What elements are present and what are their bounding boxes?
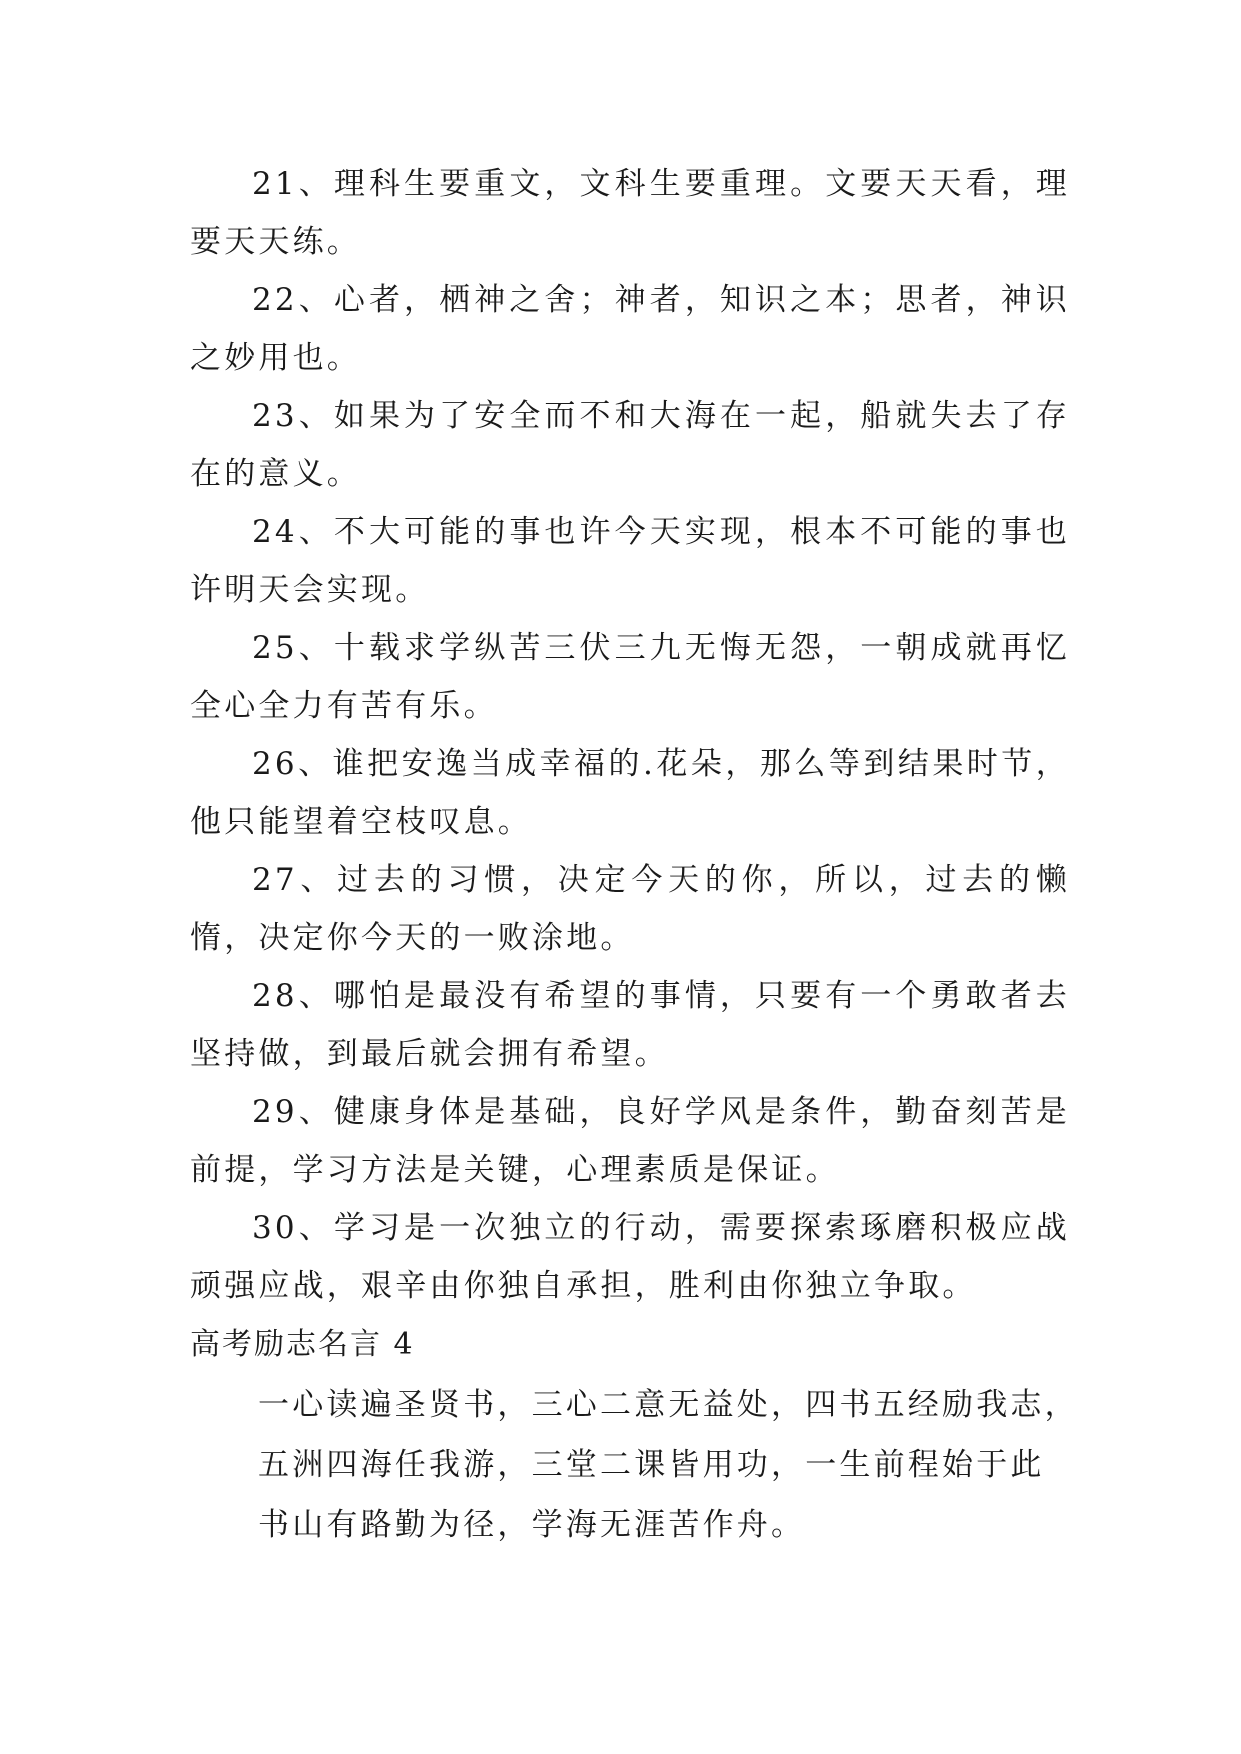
- quote-paragraph-26: 26、谁把安逸当成幸福的.花朵，那么等到结果时节，他只能望着空枝叹息。: [190, 746, 1070, 840]
- quote-paragraph-25: 25、十载求学纵苦三伏三九无悔无怨，一朝成就再忆全心全力有苦有乐。: [190, 630, 1070, 724]
- quote-paragraph-28: 28、哪怕是最没有希望的事情，只要有一个勇敢者去坚持做，到最后就会拥有希望。: [190, 978, 1070, 1072]
- document-body: [190, 155, 1079, 1555]
- quote-paragraph-30: 30、学习是一次独立的行动，需要探索琢磨积极应战顽强应战，艰辛由你独自承担，胜利由你独立争取。: [190, 1210, 1070, 1304]
- verse-line-1: 一心读遍圣贤书，三心二意无益处，四书五经励我志，: [258, 1387, 1079, 1423]
- verse-line-3: 书山有路勤为径，学海无涯苦作舟。: [258, 1507, 806, 1543]
- quote-paragraph-22: 22、心者，栖神之舍；神者，知识之本；思者，神识之妙用也。: [190, 282, 1070, 376]
- quote-paragraph-23: 23、如果为了安全而不和大海在一起，船就失去了存在的意义。: [190, 398, 1070, 492]
- quote-paragraph-29: 29、健康身体是基础，良好学风是条件，勤奋刻苦是前提，学习方法是关键，心理素质是保证。: [190, 1094, 1070, 1188]
- section-title: 高考励志名言 4: [190, 1327, 415, 1362]
- quote-paragraph-27: 27、过去的习惯，决定今天的你，所以，过去的懒惰，决定你今天的一败涂地。: [190, 862, 1070, 956]
- verse-line-2: 五洲四海任我游，三堂二课皆用功，一生前程始于此: [258, 1447, 1045, 1483]
- quote-paragraph-24: 24、不大可能的事也许今天实现，根本不可能的事也许明天会实现。: [190, 514, 1070, 608]
- quote-paragraph-21: 21、理科生要重文，文科生要重理。文要天天看，理要天天练。: [190, 166, 1070, 260]
